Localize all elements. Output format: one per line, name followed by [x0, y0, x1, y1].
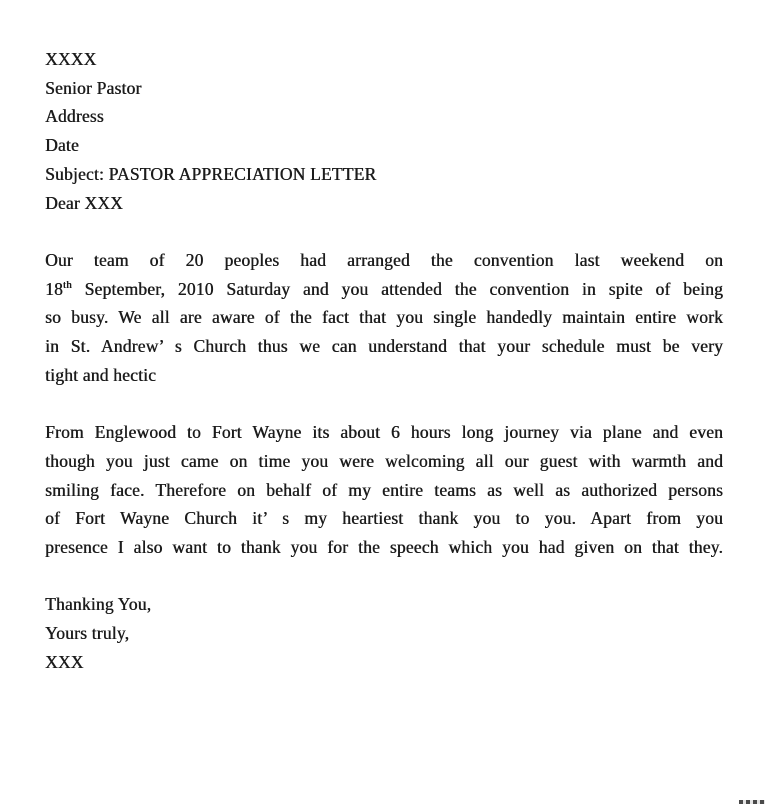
sender-name-placeholder: XXXX — [45, 49, 97, 69]
date-number: 18 — [45, 278, 63, 299]
paragraph-1-line-5: tight and hectic — [45, 364, 157, 385]
subject-line: Subject: PASTOR APPRECIATION LETTER — [45, 163, 377, 184]
letter-body — [45, 45, 723, 676]
date-placeholder: Date — [45, 135, 79, 156]
paragraph-1-line-3: so busy. We all are aware of the fact that you single handedly maintain entire work — [45, 307, 723, 328]
blank-line — [45, 389, 723, 418]
paragraph-2-line-4: of Fort Wayne Church it’ s my heartiest thank you to you. Apart from you — [45, 508, 723, 529]
recipient-title: Senior Pastor — [45, 77, 142, 98]
signature-placeholder: XXX — [45, 651, 84, 672]
paragraph-2-line-1: From Englewood to Fort Wayne its about 6 hours long journey via plane and even — [45, 422, 723, 443]
closing-thanks: Thanking You, — [45, 594, 152, 615]
salutation: Dear XXX — [45, 192, 123, 213]
paragraph-1-line-4: in St. Andrew’ s Church thus we can understand that your schedule must be very — [45, 336, 723, 357]
blank-line — [45, 562, 723, 591]
paragraph-1 — [45, 246, 723, 390]
blank-line — [45, 217, 723, 246]
paragraph-2-line-3: smiling face. Therefore on behalf of my entire teams as well as authorized persons — [45, 479, 723, 500]
recipient-address-placeholder: Address — [45, 106, 104, 127]
paragraph-2-line-2: though you just came on time you were welcoming all our guest with warmth and — [45, 450, 723, 471]
closing-yours-truly: Yours truly, — [45, 623, 130, 644]
paragraph-2 — [45, 418, 723, 562]
paragraph-1-line-1: Our team of 20 peoples had arranged the convention last weekend on — [45, 249, 723, 270]
page-edge-artifact — [739, 800, 765, 804]
paragraph-1-line-2 — [45, 275, 723, 304]
paragraph-2-line-5: presence I also want to thank you for the speech which you had given on that they. — [45, 536, 723, 557]
ordinal-suffix: th — [62, 278, 72, 291]
closing-block — [45, 590, 723, 676]
paragraph-1-line-2-rest: September, 2010 Saturday and you attended the convention in spite of being — [71, 278, 723, 299]
